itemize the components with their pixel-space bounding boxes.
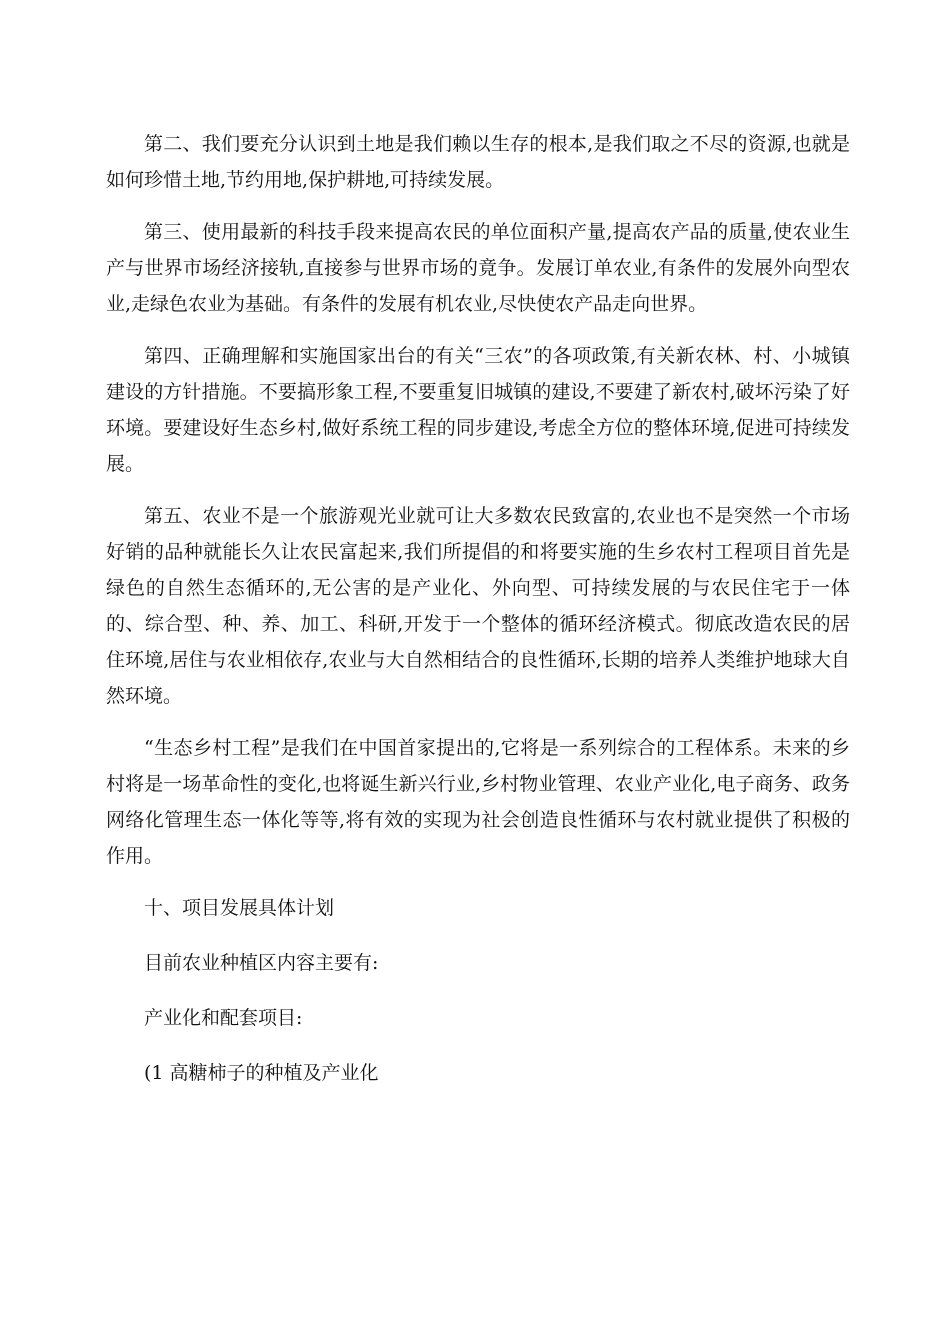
paragraph-planting-area: 目前农业种植区内容主要有: [144,952,379,974]
list-item-persimmon: (1 高糖柿子的种植及产业化 [144,1062,379,1084]
document-page [106,126,850,1110]
paragraph-fifth-point: 第五、农业不是一个旅游观光业就可让大多数农民致富的,农业也不是突然一个市场好销的品种就能长久让农民富起来,我们所提倡的和将要实施的生乡农村工程项目首先是绿色的自然生态循环的,无公害的是产业化、外向型、可持续发展的与农民住宅于一体的、综合型、种、养、加工、科研,开发于一个整体的循环经济模式。彻底改造农民的居住环境,居住与农业相依存,农业与大自然相结合的良性循环,长期的培养人类维护地球大自然环境。 [106,505,850,707]
paragraph-fourth-point: 第四、正确理解和实施国家出台的有关“三农”的各项政策,有关新农林、村、小城镇建设的方针措施。不要搞形象工程,不要重复旧城镇的建设,不要建了新农村,破坏污染了好环境。要建设好生态乡村,做好系统工程的同步建设,考虑全方位的整体环境,促进可持续发展。 [106,345,850,475]
paragraph-supporting-projects: 产业化和配套项目: [144,1007,303,1029]
section-heading-plan: 十、项目发展具体计划 [144,897,335,919]
paragraph-third-point: 第三、使用最新的科技手段来提高农民的单位面积产量,提高农产品的质量,使农业生产与世界市场经济接轨,直接参与世界市场的竟争。发展订单农业,有条件的发展外向型农业,走绿色农业为基础。有条件的发展有机农业,尽快使农产品走向世界。 [106,221,850,315]
paragraph-eco-village: “生态乡村工程”是我们在中国首家提出的,它将是一系列综合的工程体系。未来的乡村将是一场革命性的变化,也将诞生新兴行业,乡村物业管理、农业产业化,电子商务、政务网络化管理生态一体化等等,将有效的实现为社会创造良性循环与农村就业提供了积极的作用。 [106,737,850,867]
paragraph-second-point: 第二、我们要充分认识到土地是我们赖以生存的根本,是我们取之不尽的资源,也就是如何珍惜土地,节约用地,保护耕地,可持续发展。 [106,133,850,191]
